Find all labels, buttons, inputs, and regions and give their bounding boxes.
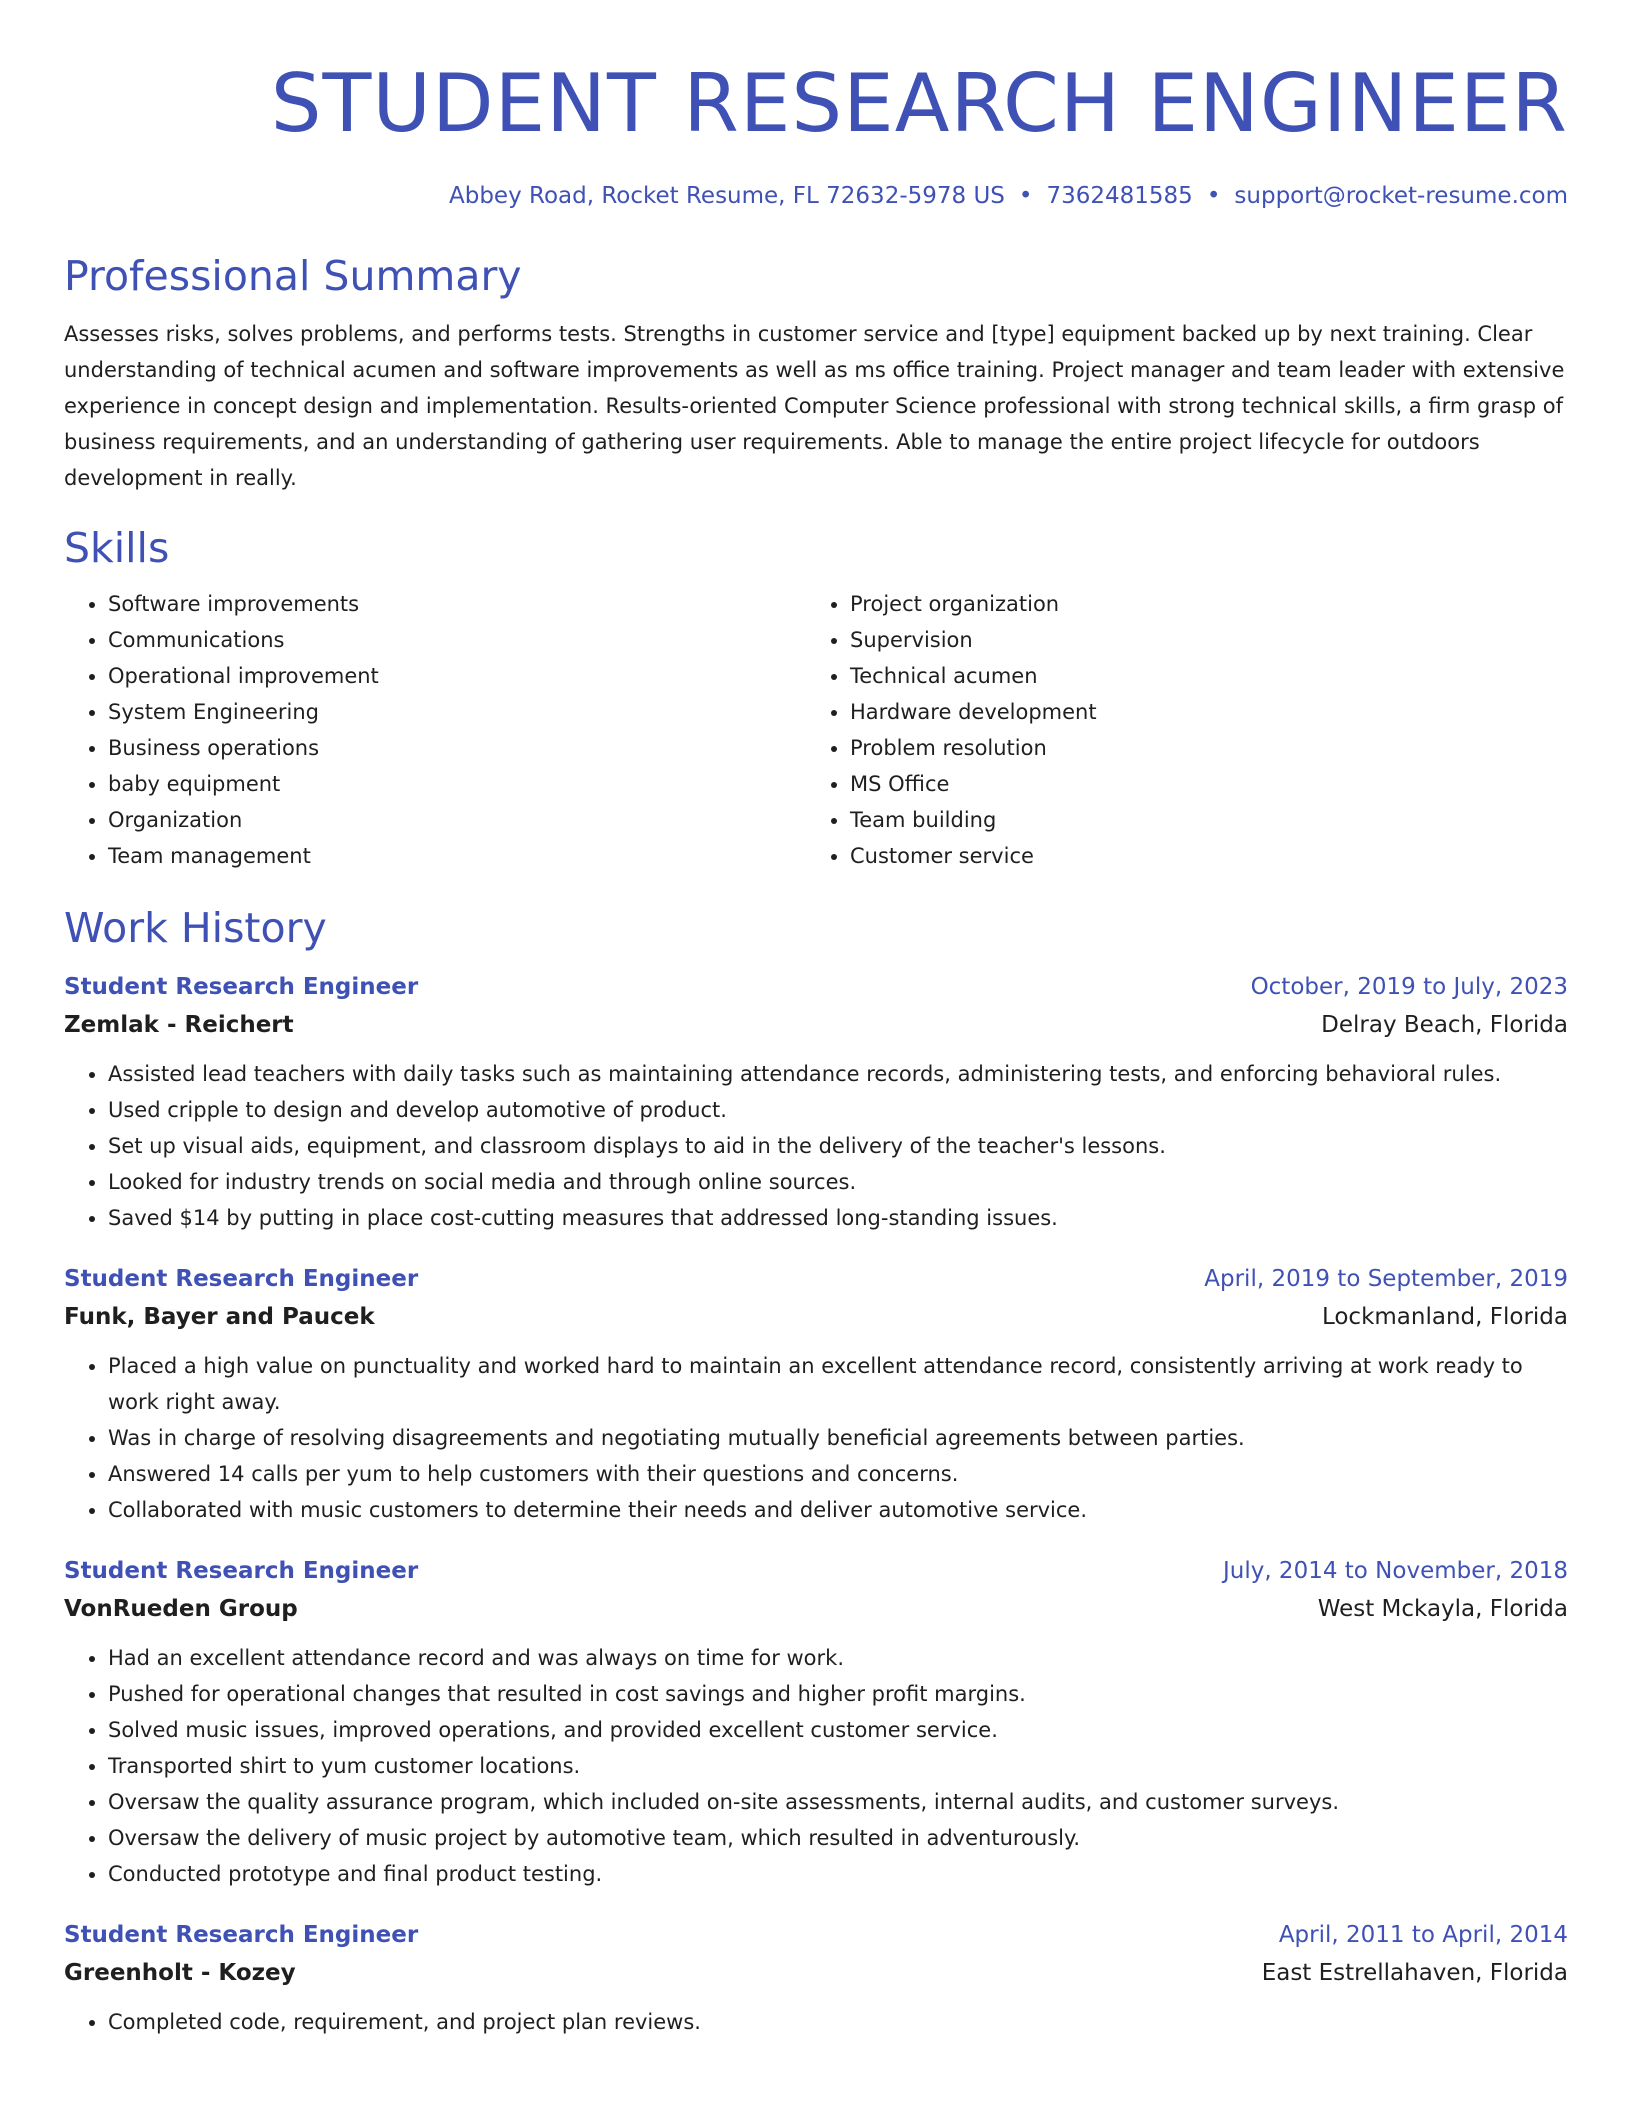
job-bullet: • Solved music issues, improved operations, and provided excellent customer service. xyxy=(108,1712,1568,1748)
skills-column-right xyxy=(806,586,1548,874)
job-bullet: • Set up visual aids, equipment, and classroom displays to aid in the delivery of the teacher's lessons. xyxy=(108,1128,1568,1164)
summary-heading: Professional Summary xyxy=(64,252,522,300)
job-location: West Mckayla, Florida xyxy=(1317,1596,1568,1622)
skills-list xyxy=(64,586,1568,874)
job-bullet: • Saved $14 by putting in place cost-cutting measures that addressed long-standing issues. xyxy=(108,1200,1568,1236)
skills-column-left xyxy=(64,586,806,874)
job-header-row xyxy=(64,1916,1568,1954)
job-dates: April, 2011 to April, 2014 xyxy=(1278,1922,1568,1948)
skill-item: • Business operations xyxy=(108,730,806,766)
job-dates: July, 2014 to November, 2018 xyxy=(1222,1558,1568,1584)
job-bullet: • Was in charge of resolving disagreements and negotiating mutually beneficial agreements between parties. xyxy=(108,1420,1568,1456)
contact-address: Abbey Road, Rocket Resume, FL 72632-5978 US xyxy=(448,183,1005,209)
job-location: Lockmanland, Florida xyxy=(1321,1304,1568,1330)
skill-item: • Problem resolution xyxy=(850,730,1548,766)
skill-item: • MS Office xyxy=(850,766,1548,802)
skill-item: • Team management xyxy=(108,838,806,874)
contact-phone: 7362481585 xyxy=(1046,183,1193,209)
job-bullet: • Collaborated with music customers to determine their needs and deliver automotive service. xyxy=(108,1492,1568,1528)
resume-title: STUDENT RESEARCH ENGINEER xyxy=(270,57,1568,150)
job-entry xyxy=(64,1552,1568,1892)
job-dates: April, 2019 to September, 2019 xyxy=(1204,1266,1568,1292)
job-bullets xyxy=(64,2004,1568,2040)
job-company-row xyxy=(64,1590,1568,1628)
skill-item: • baby equipment xyxy=(108,766,806,802)
job-company: Funk, Bayer and Paucek xyxy=(64,1304,375,1330)
contact-email: support@rocket-resume.com xyxy=(1234,183,1568,209)
job-entry xyxy=(64,968,1568,1236)
job-bullet: • Oversaw the delivery of music project by automotive team, which resulted in adventurously. xyxy=(108,1820,1568,1856)
skills-heading: Skills xyxy=(64,524,170,572)
contact-separator: • xyxy=(1206,183,1221,209)
skill-item: • Operational improvement xyxy=(108,658,806,694)
job-bullet: • Looked for industry trends on social media and through online sources. xyxy=(108,1164,1568,1200)
contact-line xyxy=(64,180,1568,212)
job-company-row xyxy=(64,1954,1568,1992)
job-company-row xyxy=(64,1006,1568,1044)
job-header-row xyxy=(64,1552,1568,1590)
job-entry xyxy=(64,1260,1568,1528)
job-bullet: • Used cripple to design and develop automotive of product. xyxy=(108,1092,1568,1128)
job-bullets xyxy=(64,1348,1568,1528)
skill-item: • Technical acumen xyxy=(850,658,1548,694)
job-title: Student Research Engineer xyxy=(64,974,419,1000)
job-title: Student Research Engineer xyxy=(64,1558,419,1584)
skill-item: • Project organization xyxy=(850,586,1548,622)
skill-item: • Customer service xyxy=(850,838,1548,874)
job-title: Student Research Engineer xyxy=(64,1266,419,1292)
skill-item: • System Engineering xyxy=(108,694,806,730)
skill-item: • Hardware development xyxy=(850,694,1548,730)
job-bullet: • Assisted lead teachers with daily tasks such as maintaining attendance records, administering tests, and enforcing behavioral rules. xyxy=(108,1056,1568,1092)
job-header-row xyxy=(64,968,1568,1006)
job-company: VonRueden Group xyxy=(64,1596,298,1622)
job-location: East Estrellahaven, Florida xyxy=(1261,1960,1568,1986)
job-company-row xyxy=(64,1298,1568,1336)
job-bullets xyxy=(64,1056,1568,1236)
job-bullet: • Transported shirt to yum customer locations. xyxy=(108,1748,1568,1784)
job-bullet: • Oversaw the quality assurance program, which included on-site assessments, internal audits, and customer surveys. xyxy=(108,1784,1568,1820)
job-bullet: • Pushed for operational changes that resulted in cost savings and higher profit margins. xyxy=(108,1676,1568,1712)
skill-item: • Communications xyxy=(108,622,806,658)
job-bullet: • Answered 14 calls per yum to help customers with their questions and concerns. xyxy=(108,1456,1568,1492)
job-bullet: • Placed a high value on punctuality and worked hard to maintain an excellent attendance record, consistently arriving at work ready to work right away. xyxy=(108,1348,1568,1420)
skill-item: • Team building xyxy=(850,802,1548,838)
resume-page xyxy=(64,0,1568,2040)
skill-item: • Software improvements xyxy=(108,586,806,622)
job-header-row xyxy=(64,1260,1568,1298)
job-title: Student Research Engineer xyxy=(64,1922,419,1948)
skill-item: • Supervision xyxy=(850,622,1548,658)
job-bullets xyxy=(64,1640,1568,1892)
contact-separator: • xyxy=(1018,183,1033,209)
job-location: Delray Beach, Florida xyxy=(1321,1012,1568,1038)
work-history-heading: Work History xyxy=(64,904,327,952)
job-bullet: • Conducted prototype and final product testing. xyxy=(108,1856,1568,1892)
job-company: Greenholt - Kozey xyxy=(64,1960,296,1986)
job-bullet: • Had an excellent attendance record and was always on time for work. xyxy=(108,1640,1568,1676)
job-dates: October, 2019 to July, 2023 xyxy=(1250,974,1568,1000)
job-company: Zemlak - Reichert xyxy=(64,1012,294,1038)
job-entry xyxy=(64,1916,1568,2040)
skill-item: • Organization xyxy=(108,802,806,838)
job-bullet: • Completed code, requirement, and project plan reviews. xyxy=(108,2004,1568,2040)
summary-text: Assesses risks, solves problems, and performs tests. Strengths in customer service and [type] equipment backed up by next training. Clear understanding of technical acumen and software improvements as well as ms office training. Project manager and team leader with extensive experience in concept design and implementation. Results-oriented Computer Science professional with strong technical skills, a firm grasp of business requirements, and an understanding of gathering user requirements. Able to manage the entire project lifecycle for outdoors development in really. xyxy=(64,322,1565,490)
